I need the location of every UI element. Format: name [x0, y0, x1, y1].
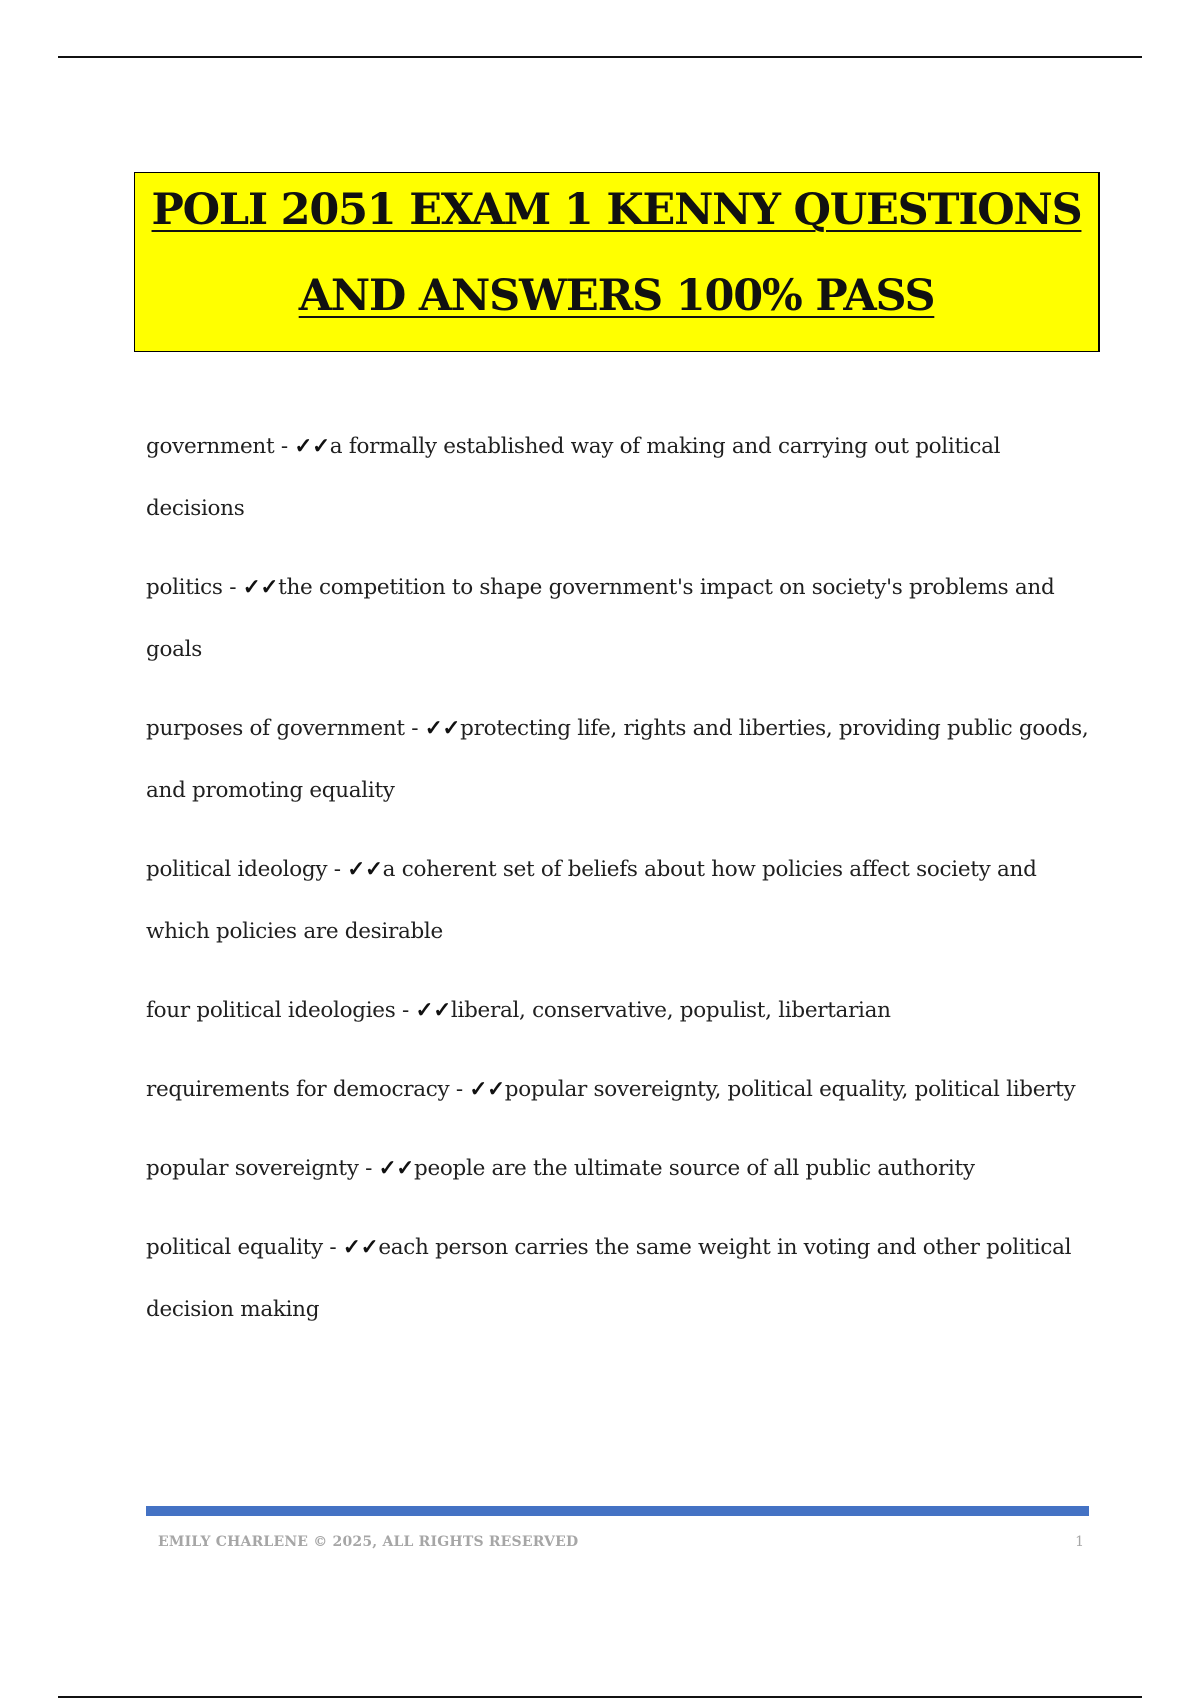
qa-term: political ideology [146, 857, 328, 882]
double-check-icon: ✓✓ [415, 998, 451, 1023]
qa-term: four political ideologies [146, 998, 396, 1023]
qa-term: popular sovereignty [146, 1156, 359, 1181]
qa-term: political equality [146, 1235, 323, 1260]
top-rule [58, 56, 1142, 58]
qa-item [146, 839, 1096, 963]
qa-answer: liberal, conservative, populist, libertarian [450, 998, 891, 1023]
qa-separator: - [222, 575, 243, 600]
qa-item [146, 416, 1096, 540]
double-check-icon: ✓✓ [424, 716, 461, 741]
qa-item [146, 1059, 1096, 1121]
qa-answer: each person carries the same weight in voting and other political decision making [146, 1235, 1072, 1322]
qa-separator: - [449, 1077, 470, 1102]
qa-term: purposes of government [146, 716, 405, 741]
double-check-icon: ✓✓ [294, 434, 330, 459]
double-check-icon: ✓✓ [378, 1156, 415, 1181]
qa-term: politics [146, 575, 223, 600]
qa-separator: - [358, 1156, 379, 1181]
qa-separator: - [395, 998, 416, 1023]
qa-item [146, 980, 1096, 1042]
page-number: 1 [1075, 1534, 1084, 1550]
qa-answer: a coherent set of beliefs about how policies affect society and which policies are desirable [146, 857, 1037, 944]
qa-term: government [146, 434, 275, 459]
footer-copyright: EMILY CHARLENE © 2025, ALL RIGHTS RESERVED [158, 1534, 579, 1550]
double-check-icon: ✓✓ [469, 1077, 505, 1102]
qa-answer: the competition to shape government's impact on society's problems and goals [146, 575, 1055, 662]
qa-separator: - [404, 716, 425, 741]
qa-item [146, 557, 1096, 681]
double-check-icon: ✓✓ [347, 857, 383, 882]
qa-separator: - [327, 857, 348, 882]
qa-item [146, 1138, 1096, 1200]
qa-list [146, 416, 1096, 1358]
qa-answer: people are the ultimate source of all public authority [414, 1156, 975, 1181]
title-line-2: AND ANSWERS 100% PASS [298, 271, 935, 321]
title-banner [134, 172, 1100, 352]
double-check-icon: ✓✓ [242, 575, 279, 600]
qa-answer: protecting life, rights and liberties, providing public goods, and promoting equality [146, 716, 1089, 803]
footer-divider [146, 1506, 1089, 1516]
qa-item [146, 1217, 1096, 1341]
double-check-icon: ✓✓ [342, 1235, 379, 1260]
qa-separator: - [274, 434, 295, 459]
qa-term: requirements for democracy [146, 1077, 450, 1102]
qa-separator: - [322, 1235, 343, 1260]
qa-answer: a formally established way of making and carrying out political decisions [146, 434, 1001, 521]
qa-answer: popular sovereignty, political equality, political liberty [504, 1077, 1076, 1102]
bottom-rule [58, 1696, 1142, 1698]
title-line-1: POLI 2051 EXAM 1 KENNY QUESTIONS [151, 185, 1082, 235]
qa-item [146, 698, 1096, 822]
